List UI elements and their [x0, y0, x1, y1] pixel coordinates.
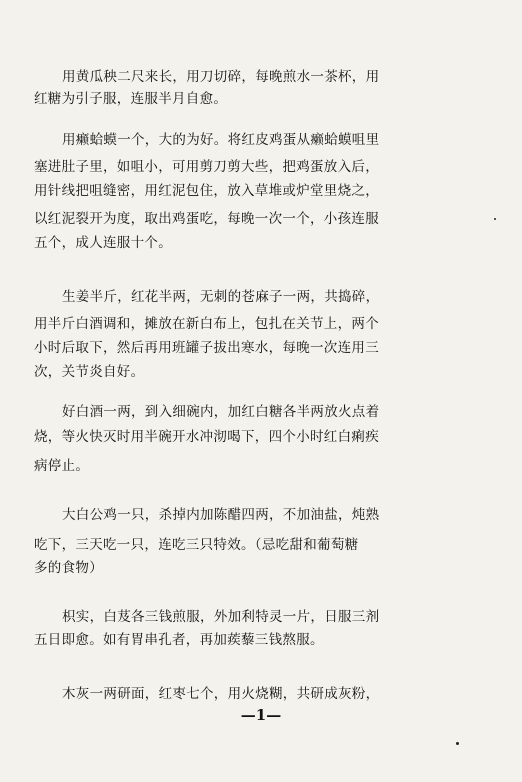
entry-4-body-line: 烧，等火快灭时用半碗开水冲沏喝下，四个小时红白痢疾 — [34, 429, 379, 445]
entry-4-body-line: 好白酒一两，到入细碗内，加红白糖各半两放火点着 — [62, 404, 380, 420]
entry-2-body-line: 用癞蛤蟆一个，大的为好。将红皮鸡蛋从癞蛤蟆咀里 — [62, 132, 380, 148]
scan-speck — [494, 218, 496, 220]
entry-3-body-line: 次，关节炎自好。 — [34, 364, 145, 380]
entry-1-body-line: 红糖为引子服，连服半月自愈。 — [34, 91, 228, 107]
entry-5-body-line: 大白公鸡一只，杀掉内加陈醋四两，不加油盐，炖熟 — [62, 507, 380, 523]
scan-speck — [456, 742, 459, 745]
entry-1-body-line: 用黄瓜秧二尺来长，用刀切碎，每晚煎水一茶杯，用 — [62, 69, 380, 85]
entry-2-body-line: 五个，成人连服十个。 — [34, 235, 172, 251]
entry-3-body-line: 用半斤白酒调和，摊放在新白布上，包扎在关节上，两个 — [34, 316, 379, 332]
entry-2-body-line: 以红泥裂开为度，取出鸡蛋吃，每晚一次一个，小孩连服 — [34, 211, 379, 227]
entry-5-body-line: 吃下，三天吃一只，连吃三只特效。（忌吃甜和葡萄糖 — [34, 537, 359, 553]
entry-4-body-line: 病停止。 — [34, 458, 90, 474]
entry-7-body-line: 木灰一两研面，红枣七个，用火烧糊，共研成灰粉， — [62, 686, 380, 702]
entry-2-body-line: 用针线把咀缝密，用红泥包住，放入草堆或炉堂里烧之， — [34, 183, 379, 199]
entry-3-body-line: 生姜半斤，红花半两，无刺的苍麻子一两，共捣碎， — [62, 289, 380, 305]
entry-2-body-line: 塞进肚子里，如咀小，可用剪刀剪大些，把鸡蛋放入后， — [34, 159, 379, 175]
entry-6-body-line: 枳实，白芨各三钱煎服，外加利特灵一片，日服三剂 — [62, 609, 380, 625]
entry-5-body-line: 多的食物） — [34, 560, 103, 576]
entry-3-body-line: 小时后取下，然后再用班罐子拔出寒水，每晚一次连用三 — [34, 340, 379, 356]
page-number: —1— — [240, 706, 282, 724]
entry-6-body-line: 五日即愈。如有胃串孔者，再加蒺藜三钱熬服。 — [34, 632, 324, 648]
